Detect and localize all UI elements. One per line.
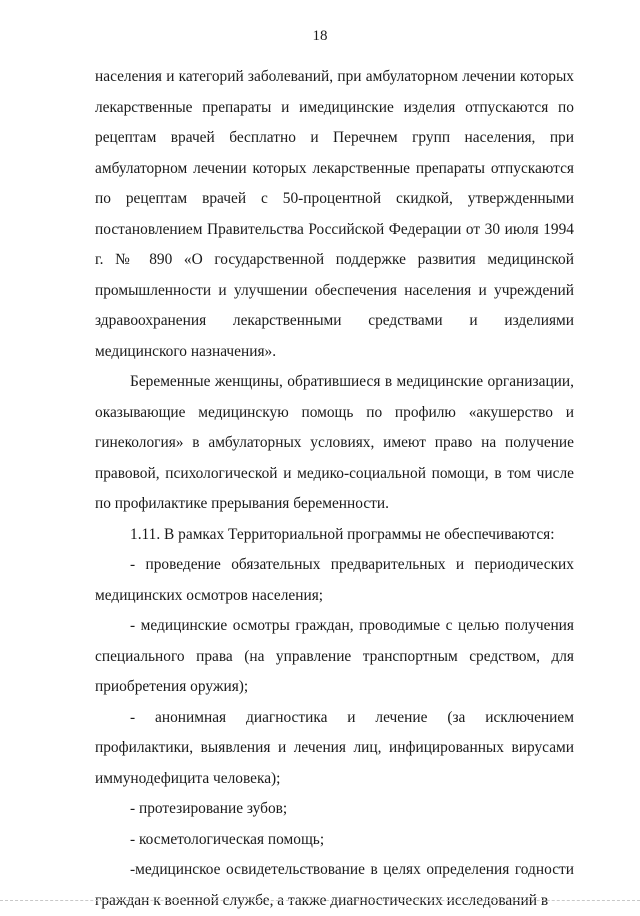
list-item-special-right-exams: - медицинские осмотры граждан, проводимые с целью получения специального права (на управление транспортным средством, для приобретения оружия); [95,617,574,695]
list-item-medical-checkups: - проведение обязательных предварительных и периодических медицинских осмотров населения; [95,556,574,604]
paragraph-pregnant-women: Беременные женщины, обратившиеся в медицинские организации, оказывающие медицинскую помощь по профилю «акушерство и гинекология» в амбулаторных условиях, имеют право на получение правовой, психологической и медико-социальной помощи, в том числе по профилактике прерывания беременности. [95,373,574,512]
section-heading-1-11: 1.11. В рамках Территориальной программы не обеспечиваются: [130,525,555,543]
list-item-military-examination: -медицинское освидетельствование в целях определения годности граждан к военной службе, а также диагностических исследований в [95,861,574,909]
document-body [95,62,574,916]
page-number: 18 [312,28,328,44]
paragraph-continuation: населения и категорий заболеваний, при амбулаторном лечении которых лекарственные препараты и имедицинские изделия отпускаются по рецептам врачей бесплатно и Перечнем групп населения, при амбулаторном лечении которых лекарственные препараты отпускаются по рецептам врачей с 50-процентной скидкой, утвержденными постановлением Правительства Российской Федерации от 30 июля 1994 г. № 890 «О государственной поддержке развития медицинской промышленности и улучшении обеспечения населения и учреждений здравоохранения лекарственными средствами и изделиями медицинского назначения». [95,68,574,360]
list-item-cosmetology: - косметологическая помощь; [130,830,325,848]
page-edge-divider [0,900,640,901]
list-item-dental-prosthetics: - протезирование зубов; [130,800,288,817]
list-item-anonymous-diagnostics: - анонимная диагностика и лечение (за исключением профилактики, выявления и лечения лиц, инфицированных вирусами иммунодефицита человека); [95,708,574,787]
